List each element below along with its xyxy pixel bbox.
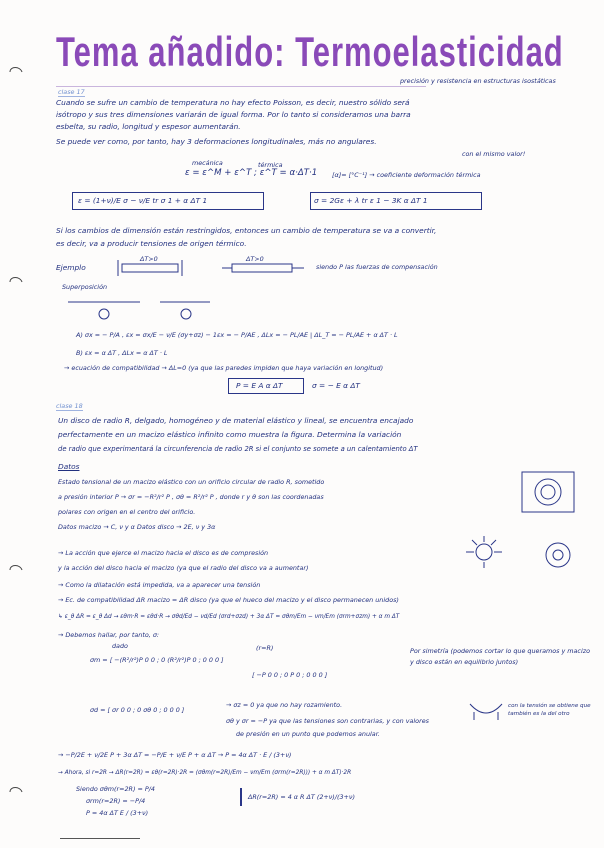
matrix: σm = [ −(R²/r²)P 0 0 ; 0 (R²/r²)P 0 ; 0 0 0 ]: [90, 656, 224, 664]
value: σrm(r=2R) = −P/4: [86, 797, 146, 805]
value: P = 4α ΔT E / (3+ν): [86, 809, 149, 817]
bar-diagram: [222, 258, 312, 278]
label: térmica: [258, 161, 283, 169]
equation: ΔR(r=2R) = 4 α R ΔT (2+ν)/(3+ν): [248, 793, 355, 801]
margin-hole-icon: [6, 62, 26, 82]
note: [α]= [°C⁻¹] → coeficiente deformación térmica: [332, 171, 481, 179]
text-line: es decir, va a producir tensiones de origen térmico.: [56, 239, 247, 248]
page-footer-line: [60, 838, 140, 839]
equation: → Ahora, si r=2R → ΔR(r=2R) = εθ(r=2R)·2R = (σθm(r=2R)/Em − νm/Em (σrm(r=2R))) + α m ΔT)·2R: [58, 770, 352, 776]
text-line: → Ec. de compatibilidad ΔR macizo = ΔR disco (ya que el hueco del macizo y el disco permanecen unidos): [58, 596, 399, 604]
label: mecánica: [192, 159, 223, 167]
text-line: de presión en un punto que podemos anular.: [236, 730, 380, 738]
note: con el mismo valor!: [462, 150, 526, 158]
label: ΔT>0: [246, 255, 264, 263]
text-line: σθ y σr = −P ya que las tensiones son contrarias, y con valores: [226, 717, 429, 725]
class-tag: clase 18: [56, 402, 83, 410]
disk-in-hole-diagram: [520, 470, 580, 516]
disk-diagram: [540, 540, 580, 570]
bar-diagram: [108, 258, 228, 278]
equation: → −P/2E + ν/2E P + 3α ΔT = −P/E + ν/E P + α ΔT → P = 4α ΔT · E / (3+ν): [58, 751, 292, 759]
text-line: B) εx = α ΔT , ΔLx = α ΔT · L: [76, 349, 168, 357]
pressure-diagram: [460, 534, 520, 570]
top-note: precisión y resistencia en estructuras isostáticas: [400, 77, 556, 85]
text-line: → La acción que ejerce el macizo hacia el disco es de compresión: [58, 549, 269, 557]
note: siendo P las fuerzas de compensación: [316, 263, 438, 271]
text-line: y la acción del disco hacia el macizo (ya que el radio del disco va a aumentar): [58, 564, 309, 572]
equation: [60, 196, 207, 206]
margin-hole-icon: [6, 782, 26, 802]
margin-hole-icon: [6, 272, 26, 292]
text-line: → σz = 0 ya que no hay rozamiento.: [226, 701, 343, 709]
text-line: esbelta, su radio, longitud y espesor aumentarán.: [56, 122, 241, 131]
text-line: Si los cambios de dimensión están restringidos, entonces un cambio de temperatura se va a convertir,: [56, 226, 437, 235]
text-line: → ecuación de compatibilidad → ΔL=0 (ya que las paredes impiden que haya variación en longitud): [64, 364, 384, 372]
matrix: [ −P 0 0 ; 0 P 0 ; 0 0 0 ]: [252, 671, 328, 679]
text-line: A) σx = − P/A , εx = σx/E − ν/E (σy+σz) − 1εx = − P/AE , ΔLx = − PL/AE | ΔL_T = − PL/AE + α ΔT · L: [76, 331, 398, 339]
equation: σ = − E α ΔT: [312, 381, 360, 390]
superposition-diagram: [60, 290, 220, 320]
equation: ε = ε^M + ε^T ; ε^T = α·ΔT·1: [185, 168, 318, 178]
title-underline: [56, 86, 426, 87]
text-line: Cuando se sufre un cambio de temperatura no hay efecto Poisson, es decir, nuestro sólido será: [56, 98, 410, 107]
label: Ejemplo: [56, 263, 86, 272]
text-line: ↳ ε_θ ΔR = ε_θ Δd → εθm·R = εθd·R → σθd/Ed − νd/Ed (σrd+σzd) + 3α ΔT = σθm/Em − νm/Em (σrm+σzm) + α m ΔT: [58, 614, 400, 620]
text-line: polares con origen en el centro del orificio.: [58, 508, 196, 516]
section-cut-diagram: [466, 700, 506, 724]
value: Siendo σθm(r=2R) = P/4: [76, 785, 155, 793]
page-title: Tema añadido: Termoelasticidad: [56, 28, 564, 76]
text-line: → Debemos hallar, por tanto, σ:: [58, 631, 160, 639]
text-line: Datos macizo → C, ν y α Datos disco → 2E, ν y 3α: [58, 523, 216, 531]
side-note: con la tensión se obtiene que también es la del otro: [508, 703, 591, 717]
matrix: σd = [ σr 0 0 ; 0 σθ 0 ; 0 0 0 ]: [90, 706, 185, 714]
text-line: de radio que experimentará la circunferencia de radio 2R si el conjunto se somete a un calentamiento ΔT: [58, 445, 418, 453]
text-line: Se puede ver como, por tanto, hay 3 deformaciones longitudinales, más no angulares.: [56, 137, 377, 146]
equation: [296, 196, 428, 206]
text-line: isótropo y sus tres dimensiones variarán de igual forma. Por lo tanto si consideramos una barra: [56, 110, 411, 119]
text-line: Un disco de radio R, delgado, homogéneo y de material elástico y lineal, se encuentra encajado: [58, 416, 414, 425]
label: Superposición: [62, 283, 108, 291]
label: dado: [112, 642, 128, 650]
text-line: Estado tensional de un macizo elástico con un orificio circular de radio R, sometido: [58, 478, 325, 486]
equation-text: σ = 2Gε + λ tr ε 1 − 3K α ΔT 1: [314, 196, 428, 205]
section-label: Datos: [58, 462, 80, 471]
text-line: perfectamente en un macizo elástico infinito como muestra la figura. Determina la variación: [58, 430, 402, 439]
side-note: Por simetría (podemos cortar lo que queramos y macizo y disco están en equilibrio juntos): [410, 647, 590, 666]
text-line: a presión interior P → σr = −R²/r² P , σθ = R²/r² P , donde r y θ son las coordenadas: [58, 493, 324, 501]
label: ΔT>0: [140, 255, 158, 263]
label: (r=R): [256, 644, 274, 652]
equation: P = E A α ΔT: [236, 381, 283, 390]
text-line: → Como la dilatación está impedida, va a aparecer una tensión: [58, 581, 261, 589]
class-tag: clase 17: [58, 88, 85, 96]
margin-hole-icon: [6, 560, 26, 580]
equation-text: ε = (1+ν)/E σ − ν/E tr σ 1 + α ΔT 1: [78, 196, 208, 205]
